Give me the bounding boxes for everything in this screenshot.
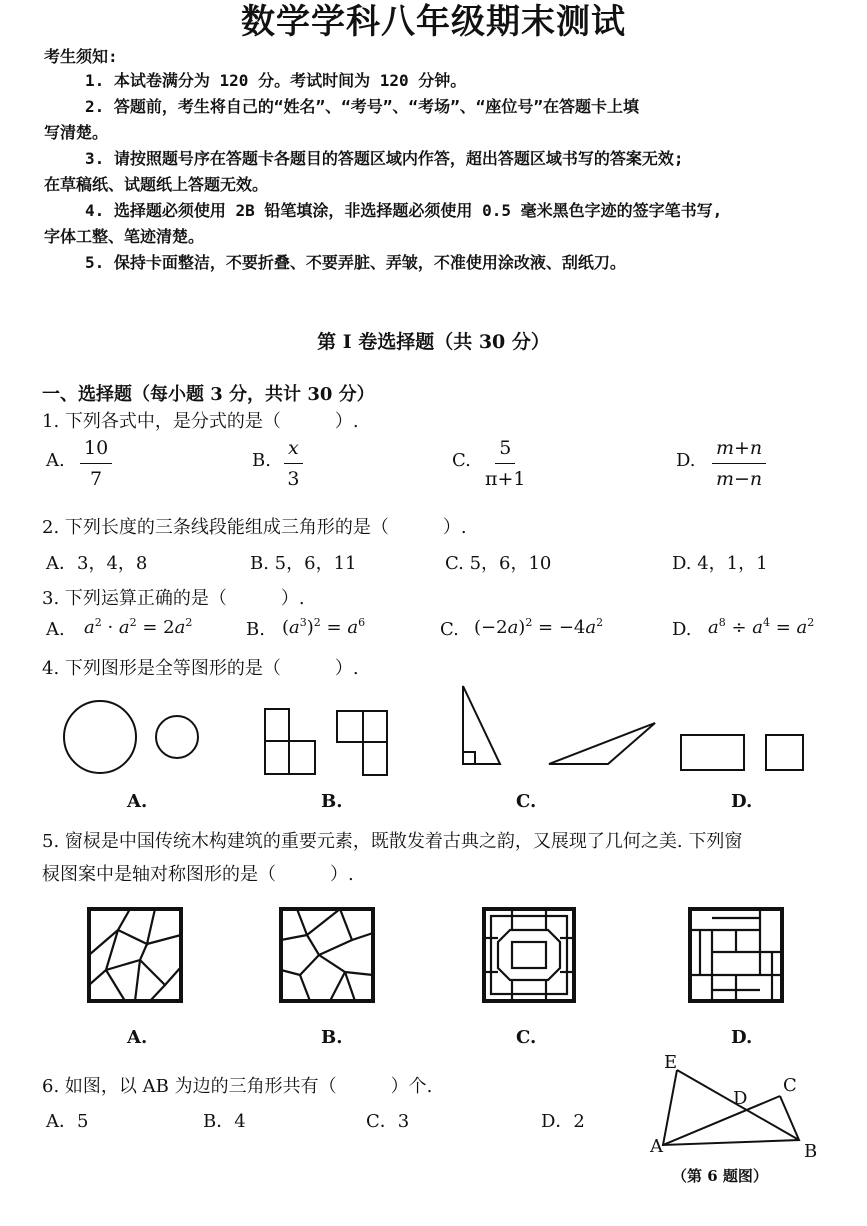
q4-caption-b: B. bbox=[321, 791, 343, 812]
section-title: 第 I 卷选择题（共 30 分） bbox=[317, 331, 550, 353]
q6-figure-caption: （第 6 题图） bbox=[672, 1167, 768, 1185]
question-5-stem-line-1: 5. 窗棂是中国传统木构建筑的重要元素，既散发着古典之韵，又展现了几何之美. 下列窗 bbox=[42, 831, 743, 852]
q6-option-c: C．3 bbox=[366, 1111, 410, 1132]
q6-option-a: A．5 bbox=[46, 1111, 89, 1132]
notice-line-3b: 在草稿纸、试题纸上答题无效。 bbox=[44, 175, 269, 194]
q6-segment-ac bbox=[663, 1096, 780, 1145]
q4-caption-c: C. bbox=[516, 791, 537, 812]
q6-label-a: A bbox=[650, 1136, 663, 1157]
q2-option-b: B. 5，6，11 bbox=[250, 553, 357, 574]
q6-label-d: D bbox=[733, 1088, 748, 1109]
q3-option-b-expression: $(a^3)^2 = a^6$ bbox=[282, 616, 366, 638]
q3-option-a-label: A. bbox=[46, 619, 65, 640]
q1-c-denominator: π+1 bbox=[485, 468, 526, 490]
q6-option-b: B．4 bbox=[203, 1111, 246, 1132]
notice-line-2: 2. 答题前，考生将自己的“姓名”、“考号”、“考场”、“座位号”在答题卡上填 bbox=[85, 97, 639, 116]
q5-caption-b: B. bbox=[321, 1027, 343, 1048]
q3-option-d-expression: $a^8 \div a^4 = a^2$ bbox=[708, 616, 815, 638]
q5-caption-c: C. bbox=[516, 1027, 537, 1048]
q6-option-d: D．2 bbox=[541, 1111, 585, 1132]
q6-label-b: B bbox=[804, 1141, 818, 1162]
page-title: 数学学科八年级期末测试 bbox=[241, 2, 626, 42]
q3-option-b-label: B. bbox=[246, 619, 265, 640]
question-5-stem-line-2: 棂图案中是轴对称图形的是（ ）. bbox=[42, 864, 354, 885]
q1-d-numerator: m+n bbox=[712, 436, 766, 464]
q1-d-denominator: m−n bbox=[716, 468, 763, 490]
question-6-stem: 6. 如图，以 AB 为边的三角形共有（ ）个. bbox=[42, 1076, 433, 1097]
q1-a-numerator: 10 bbox=[80, 436, 112, 464]
q5-caption-d: D. bbox=[731, 1027, 753, 1048]
q2-option-a: A．3，4，8 bbox=[46, 553, 148, 574]
q3-option-c-expression: $(-2a)^2 = -4a^2$ bbox=[474, 616, 604, 638]
q1-a-denominator: 7 bbox=[90, 468, 103, 490]
q1-b-numerator: x bbox=[284, 436, 303, 464]
q4-caption-a: A. bbox=[127, 791, 148, 812]
q1-c-numerator: 5 bbox=[495, 436, 515, 464]
q1-option-d-label: D. bbox=[676, 450, 696, 471]
question-3-stem: 3. 下列运算正确的是（ ）. bbox=[42, 588, 305, 609]
q2-option-c: C. 5，6，10 bbox=[445, 553, 552, 574]
q1-option-a-label: A. bbox=[46, 450, 65, 471]
q6-label-e: E bbox=[664, 1052, 678, 1073]
q3-option-c-label: C. bbox=[440, 619, 459, 640]
notice-line-4: 4. 选择题必须使用 2B 铅笔填涂，非选择题必须使用 0.5 毫米黑色字迹的签字笔书写, bbox=[85, 201, 723, 220]
question-1-stem: 1. 下列各式中，是分式的是（ ）. bbox=[42, 411, 359, 432]
q5-caption-a: A. bbox=[127, 1027, 148, 1048]
q1-option-b-label: B. bbox=[252, 450, 271, 471]
q2-option-d: D. 4，1，1 bbox=[672, 553, 768, 574]
q1-b-denominator: 3 bbox=[287, 468, 300, 490]
q3-option-d-label: D. bbox=[672, 619, 692, 640]
notice-heading: 考生须知: bbox=[44, 47, 118, 66]
notice-line-3: 3. 请按照题号序在答题卡各题目的答题区域内作答，超出答题区域书写的答案无效; bbox=[85, 149, 684, 168]
q3-option-a-expression: $a^2 \cdot a^2 = 2a^2$ bbox=[84, 616, 193, 638]
part-heading: 一、选择题（每小题 3 分，共计 30 分） bbox=[42, 384, 375, 405]
notice-line-2b: 写清楚。 bbox=[44, 123, 109, 142]
q4-caption-d: D. bbox=[731, 791, 753, 812]
question-4-stem: 4. 下列图形是全等图形的是（ ）. bbox=[42, 658, 359, 679]
notice-line-5: 5. 保持卡面整洁，不要折叠、不要弄脏、弄皱，不准使用涂改液、刮纸刀。 bbox=[85, 253, 626, 272]
q6-outline bbox=[663, 1070, 799, 1145]
q6-label-c: C bbox=[783, 1075, 797, 1096]
notice-line-1: 1. 本试卷满分为 120 分。考试时间为 120 分钟。 bbox=[85, 71, 467, 90]
question-2-stem: 2. 下列长度的三条线段能组成三角形的是（ ）. bbox=[42, 517, 467, 538]
notice-line-4b: 字体工整、笔迹清楚。 bbox=[44, 227, 205, 246]
q1-option-c-label: C. bbox=[452, 450, 471, 471]
